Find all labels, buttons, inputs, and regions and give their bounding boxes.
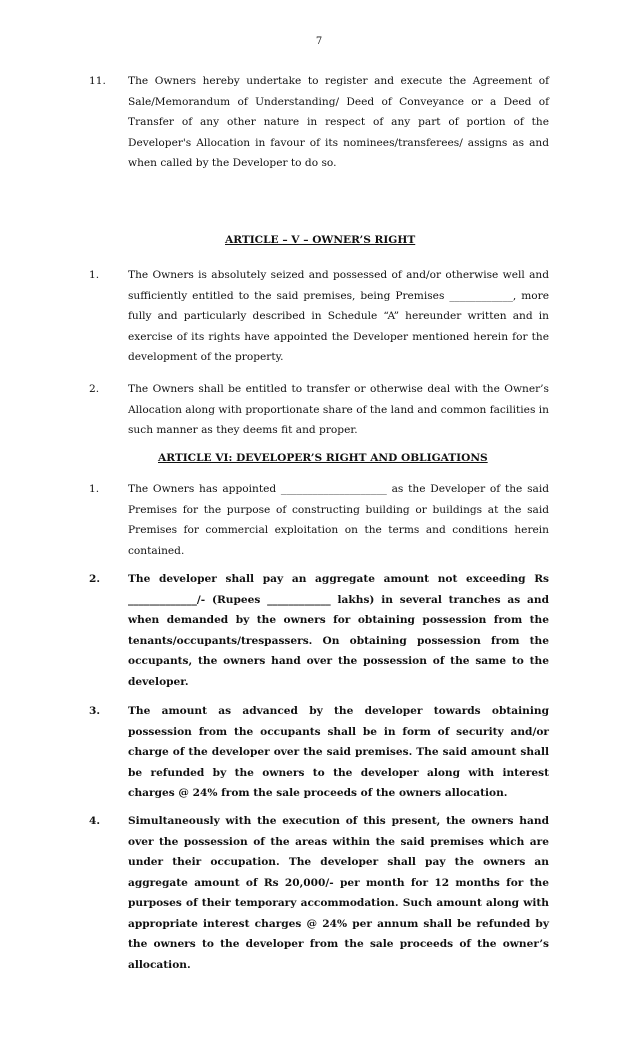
clause-number: 1. bbox=[89, 483, 100, 495]
clause-text: The Owners is absolutely seized and possessed of and/or otherwise well and sufficiently entitled to the said premises, being Premises ____________, more fully and particularly described in Schedule “A” hereunder written and in exercise of its rights have appointed the Developer mentioned herein for the development of the property. bbox=[128, 269, 549, 363]
page-number: 7 bbox=[315, 36, 323, 47]
article-5-clause-2 bbox=[89, 379, 549, 441]
clause-text: The developer shall pay an aggregate amount not exceeding Rs _____________/- (Rupees ____________ lakhs) in several tranches as and when demanded by the owners for obtaining possession from the tenants/occupants/trespassers. On obtaining possession from the occupants, the owners hand over the possession of the same to the developer. bbox=[128, 573, 549, 688]
clause-text: The amount as advanced by the developer towards obtaining possession from the occupants shall be in form of security and/or charge of the developer over the said premises. The said amount shall be refunded by the owners to the developer along with interest charges @ 24% from the sale proceeds of the owners allocation. bbox=[128, 705, 549, 799]
article-6-clause-3 bbox=[89, 701, 549, 804]
clause-number: 3. bbox=[89, 705, 101, 717]
clause-11 bbox=[89, 71, 549, 174]
clause-number: 4. bbox=[89, 815, 101, 827]
article-6-clause-1 bbox=[89, 479, 549, 561]
article-6-clause-2 bbox=[89, 569, 549, 692]
article-5-heading: ARTICLE – V – OWNER’S RIGHT bbox=[225, 234, 416, 246]
article-6-heading: ARTICLE VI: DEVELOPER’S RIGHT AND OBLIGATIONS bbox=[158, 452, 488, 464]
clause-number: 2. bbox=[89, 573, 101, 585]
clause-text: The Owners has appointed ____________________ as the Developer of the said Premises for the purpose of constructing building or buildings at the said Premises for commercial exploitation on the terms and conditions herein contained. bbox=[128, 483, 549, 557]
clause-number: 1. bbox=[89, 269, 100, 281]
clause-text: Simultaneously with the execution of this present, the owners hand over the possession of the areas within the said premises which are under their occupation. The developer shall pay the owners an aggregate amount of Rs 20,000/- per month for 12 months for the purposes of their temporary accommodation. Such amount along with appropriate interest charges @ 24% per annum shall be refunded by the owners to the developer from the sale proceeds of the owner’s allocation. bbox=[128, 815, 549, 971]
clause-number: 2. bbox=[89, 383, 100, 395]
clause-text: The Owners shall be entitled to transfer or otherwise deal with the Owner’s Allocation along with proportionate share of the land and common facilities in such manner as they deems fit and proper. bbox=[128, 383, 549, 436]
clause-text: The Owners hereby undertake to register and execute the Agreement of Sale/Memorandum of Understanding/ Deed of Conveyance or a Deed of Transfer of any other nature in respect of any part of portion of the Developer's Allocation in favour of its nominees/transferees/ assigns as and when called by the Developer to do so. bbox=[128, 75, 549, 169]
clause-number: 11. bbox=[89, 75, 106, 87]
article-5-clause-1 bbox=[89, 265, 549, 368]
article-6-clause-4 bbox=[89, 811, 549, 975]
